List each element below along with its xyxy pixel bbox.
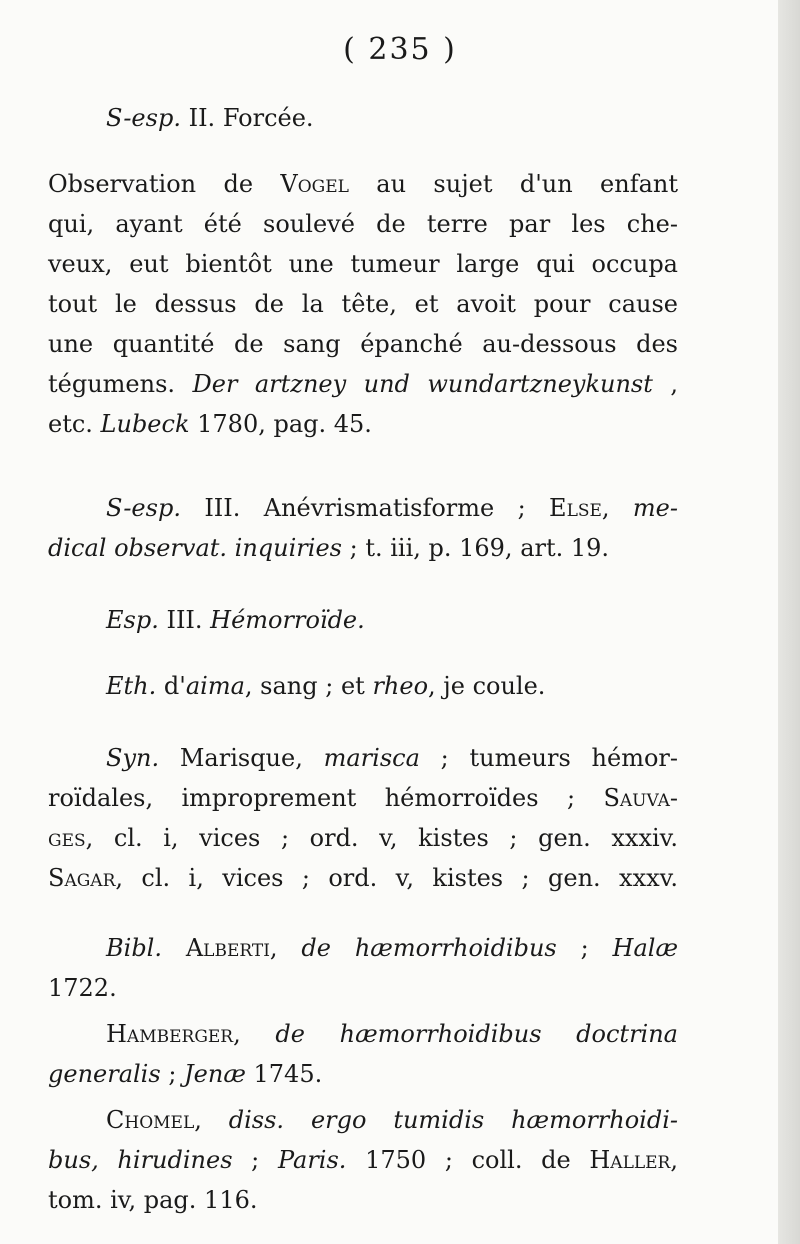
- abbr-s-esp: S-esp.: [106, 104, 181, 132]
- bibliography: Bibl. Alberti, de hæmorrhoidibus ; Halæ 1722. Hamberger, de hæmorrhoidibus doctrina generalis ; Jenæ 1745. Chomel, diss. ergo tumidis hæmorrhoidi- bus, hirudines ; Paris. 1750 ; coll. de Haller, tom. iv, pag. 116.: [48, 934, 679, 1214]
- synonyms: Syn. Marisque, marisca ; tumeurs hémor- roïdales, improprement hémorroïdes ; Sauva- ges, cl. i, vices ; ord. v, kistes ; gen. xxxiv. Sagar, cl. i, vices ; ord. v, kistes ; gen. xxxv.: [48, 744, 678, 892]
- heading-forcee: [48, 98, 678, 138]
- page-number: ( 235 ): [343, 32, 457, 67]
- heading-anevrismatisforme: S-esp. III. Anévrismatisforme ; Else, me- dical observat. inquiries ; t. iii, p. 169, art. 19.: [48, 494, 678, 562]
- page-edge-shadow: [778, 0, 800, 1244]
- etymology: Eth. d'aima, sang ; et rheo, je coule.: [106, 672, 546, 700]
- book-title: Der artzney und wundartzneykunst: [192, 370, 653, 398]
- heading-hemorroide: Esp. III. Hémorroïde.: [106, 606, 365, 634]
- heading-text: II. Forcée.: [188, 104, 314, 132]
- paragraph-vogel: Observation de Vogel au sujet d'un enfant qui, ayant été soulevé de terre par les che- veux, eut bientôt une tumeur large qui occupa tout le dessus de la tête, et avoit pour cause une quantité de sang épanché au-dessous des tégumens. Der artzney und wundartzneykunst , etc. Lubeck 1780, pag. 45.: [48, 170, 678, 438]
- author-vogel: Vogel: [280, 170, 349, 198]
- author-else: Else: [549, 494, 602, 522]
